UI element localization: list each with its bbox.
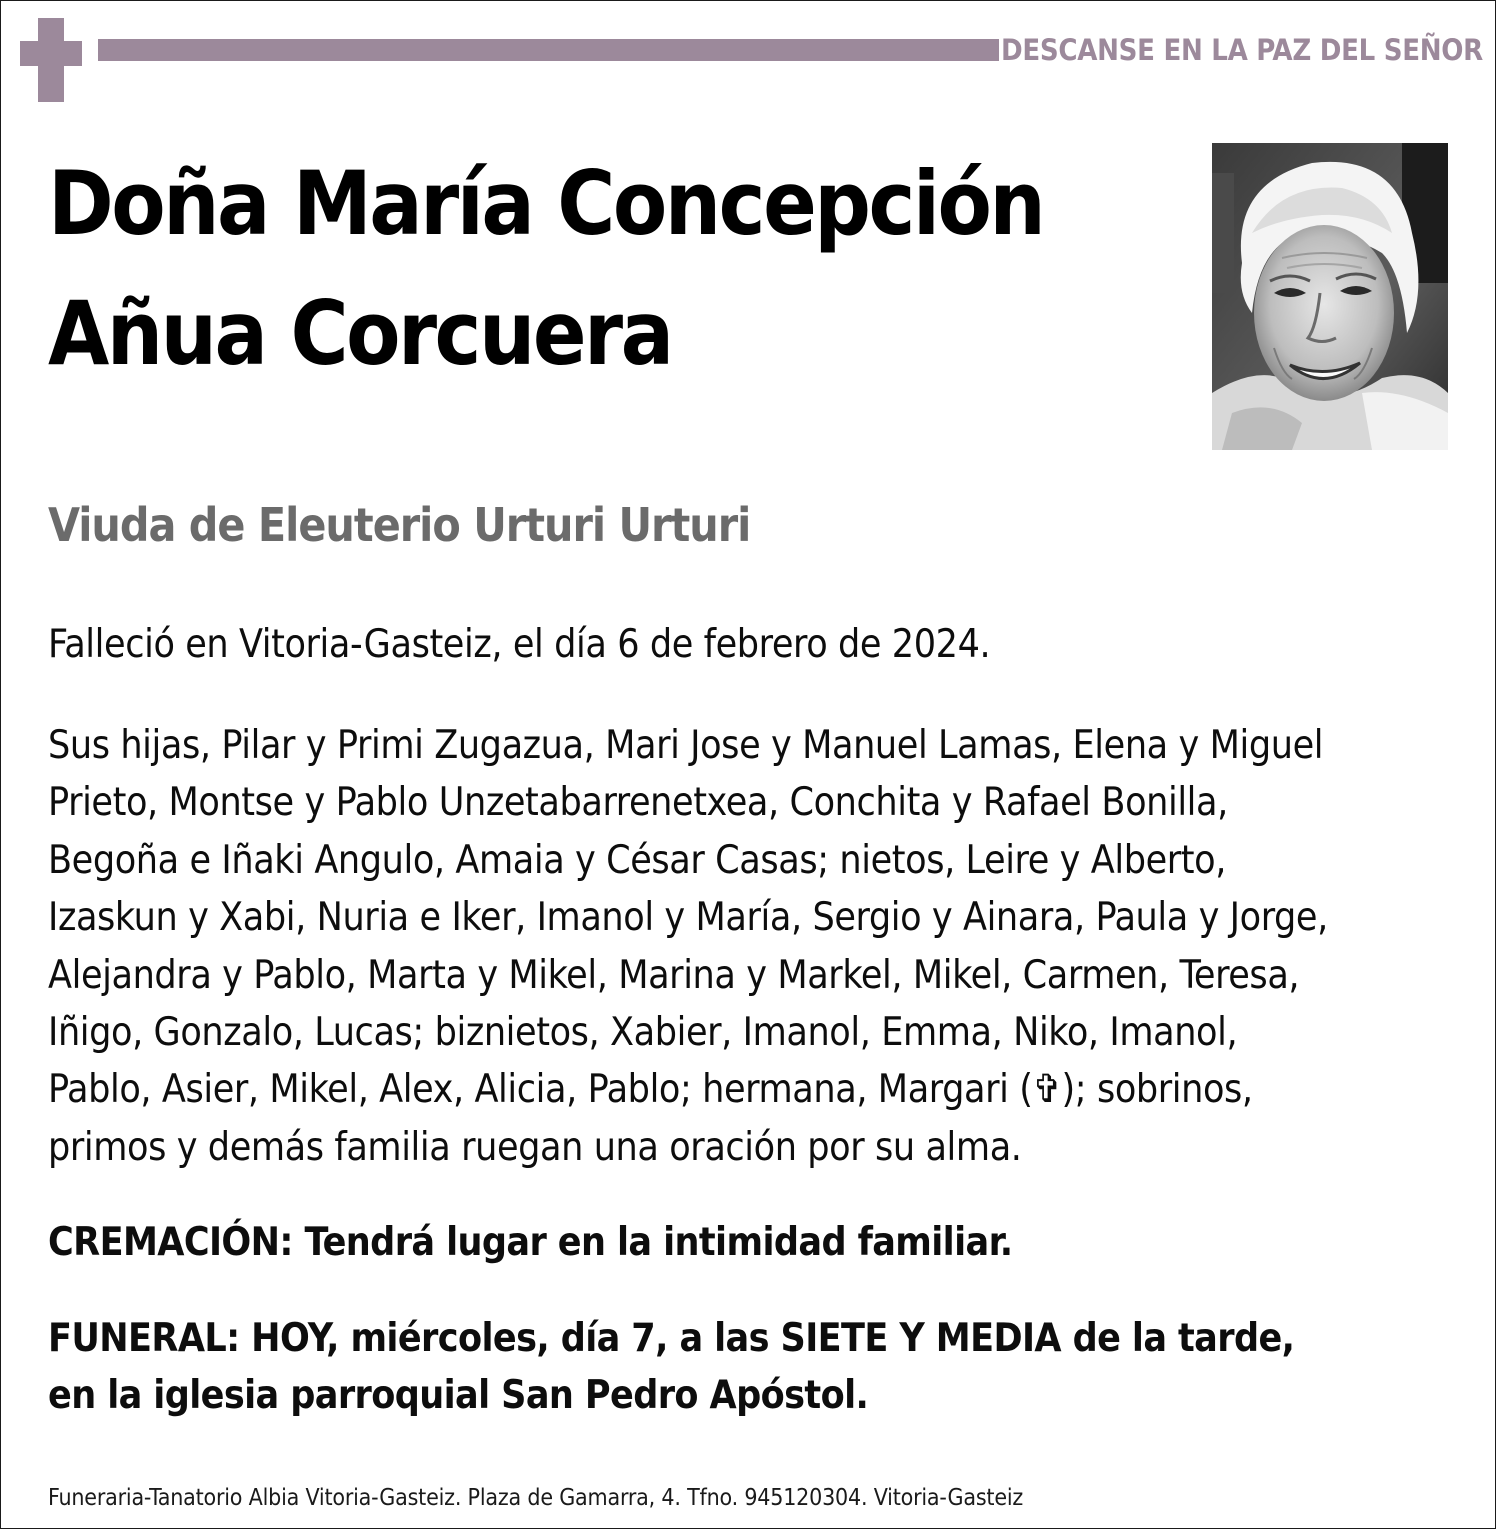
family-line: Pablo, Asier, Mikel, Alex, Alicia, Pablo; hermana, Margari (✞); sobrinos, [48, 1067, 1253, 1113]
deceased-name-line2: Añua Corcuera [48, 282, 672, 385]
deceased-name [48, 139, 1198, 399]
family-line: primos y demás familia ruegan una oración por su alma. [48, 1124, 1022, 1170]
death-notice: Falleció en Vitoria-Gasteiz, el día 6 de febrero de 2024. [48, 622, 991, 667]
latin-cross-icon [20, 18, 82, 102]
funeral-notice [48, 1310, 1458, 1425]
banner-title: DESCANSE EN LA PAZ DEL SEÑOR [1001, 33, 1483, 67]
funeral-home-footer: Funeraria-Tanatorio Albia Vitoria-Gasteiz. Plaza de Gamarra, 4. Tfno. 945120304. Vitoria-Gasteiz [48, 1485, 1024, 1511]
cremation-notice: CREMACIÓN: Tendrá lugar en la intimidad familiar. [48, 1220, 1013, 1265]
deceased-name-line1: Doña María Concepción [48, 152, 1044, 255]
family-line: Prieto, Montse y Pablo Unzetabarrenetxea, Conchita y Rafael Bonilla, [48, 780, 1228, 826]
funeral-line: FUNERAL: HOY, miércoles, día 7, a las SIETE Y MEDIA de la tarde, [48, 1316, 1295, 1361]
family-line: Sus hijas, Pilar y Primi Zugazua, Mari Jose y Manuel Lamas, Elena y Miguel [48, 723, 1324, 768]
family-line: Izaskun y Xabi, Nuria e Iker, Imanol y María, Sergio y Ainara, Paula y Jorge, [48, 895, 1328, 941]
family-line: Begoña e Iñaki Angulo, Amaia y César Casas; nietos, Leire y Alberto, [48, 837, 1226, 883]
family-mourners [48, 717, 1458, 1176]
funeral-line: en la iglesia parroquial San Pedro Apóstol. [48, 1373, 869, 1419]
family-line: Alejandra y Pablo, Marta y Mikel, Marina y Markel, Mikel, Carmen, Teresa, [48, 952, 1300, 998]
widow-of-subtitle: Viuda de Eleuterio Urturi Urturi [48, 498, 751, 552]
portrait-photo [1212, 143, 1448, 450]
banner-bar [98, 39, 999, 61]
family-line: Iñigo, Gonzalo, Lucas; biznietos, Xabier, Imanol, Emma, Niko, Imanol, [48, 1010, 1238, 1056]
